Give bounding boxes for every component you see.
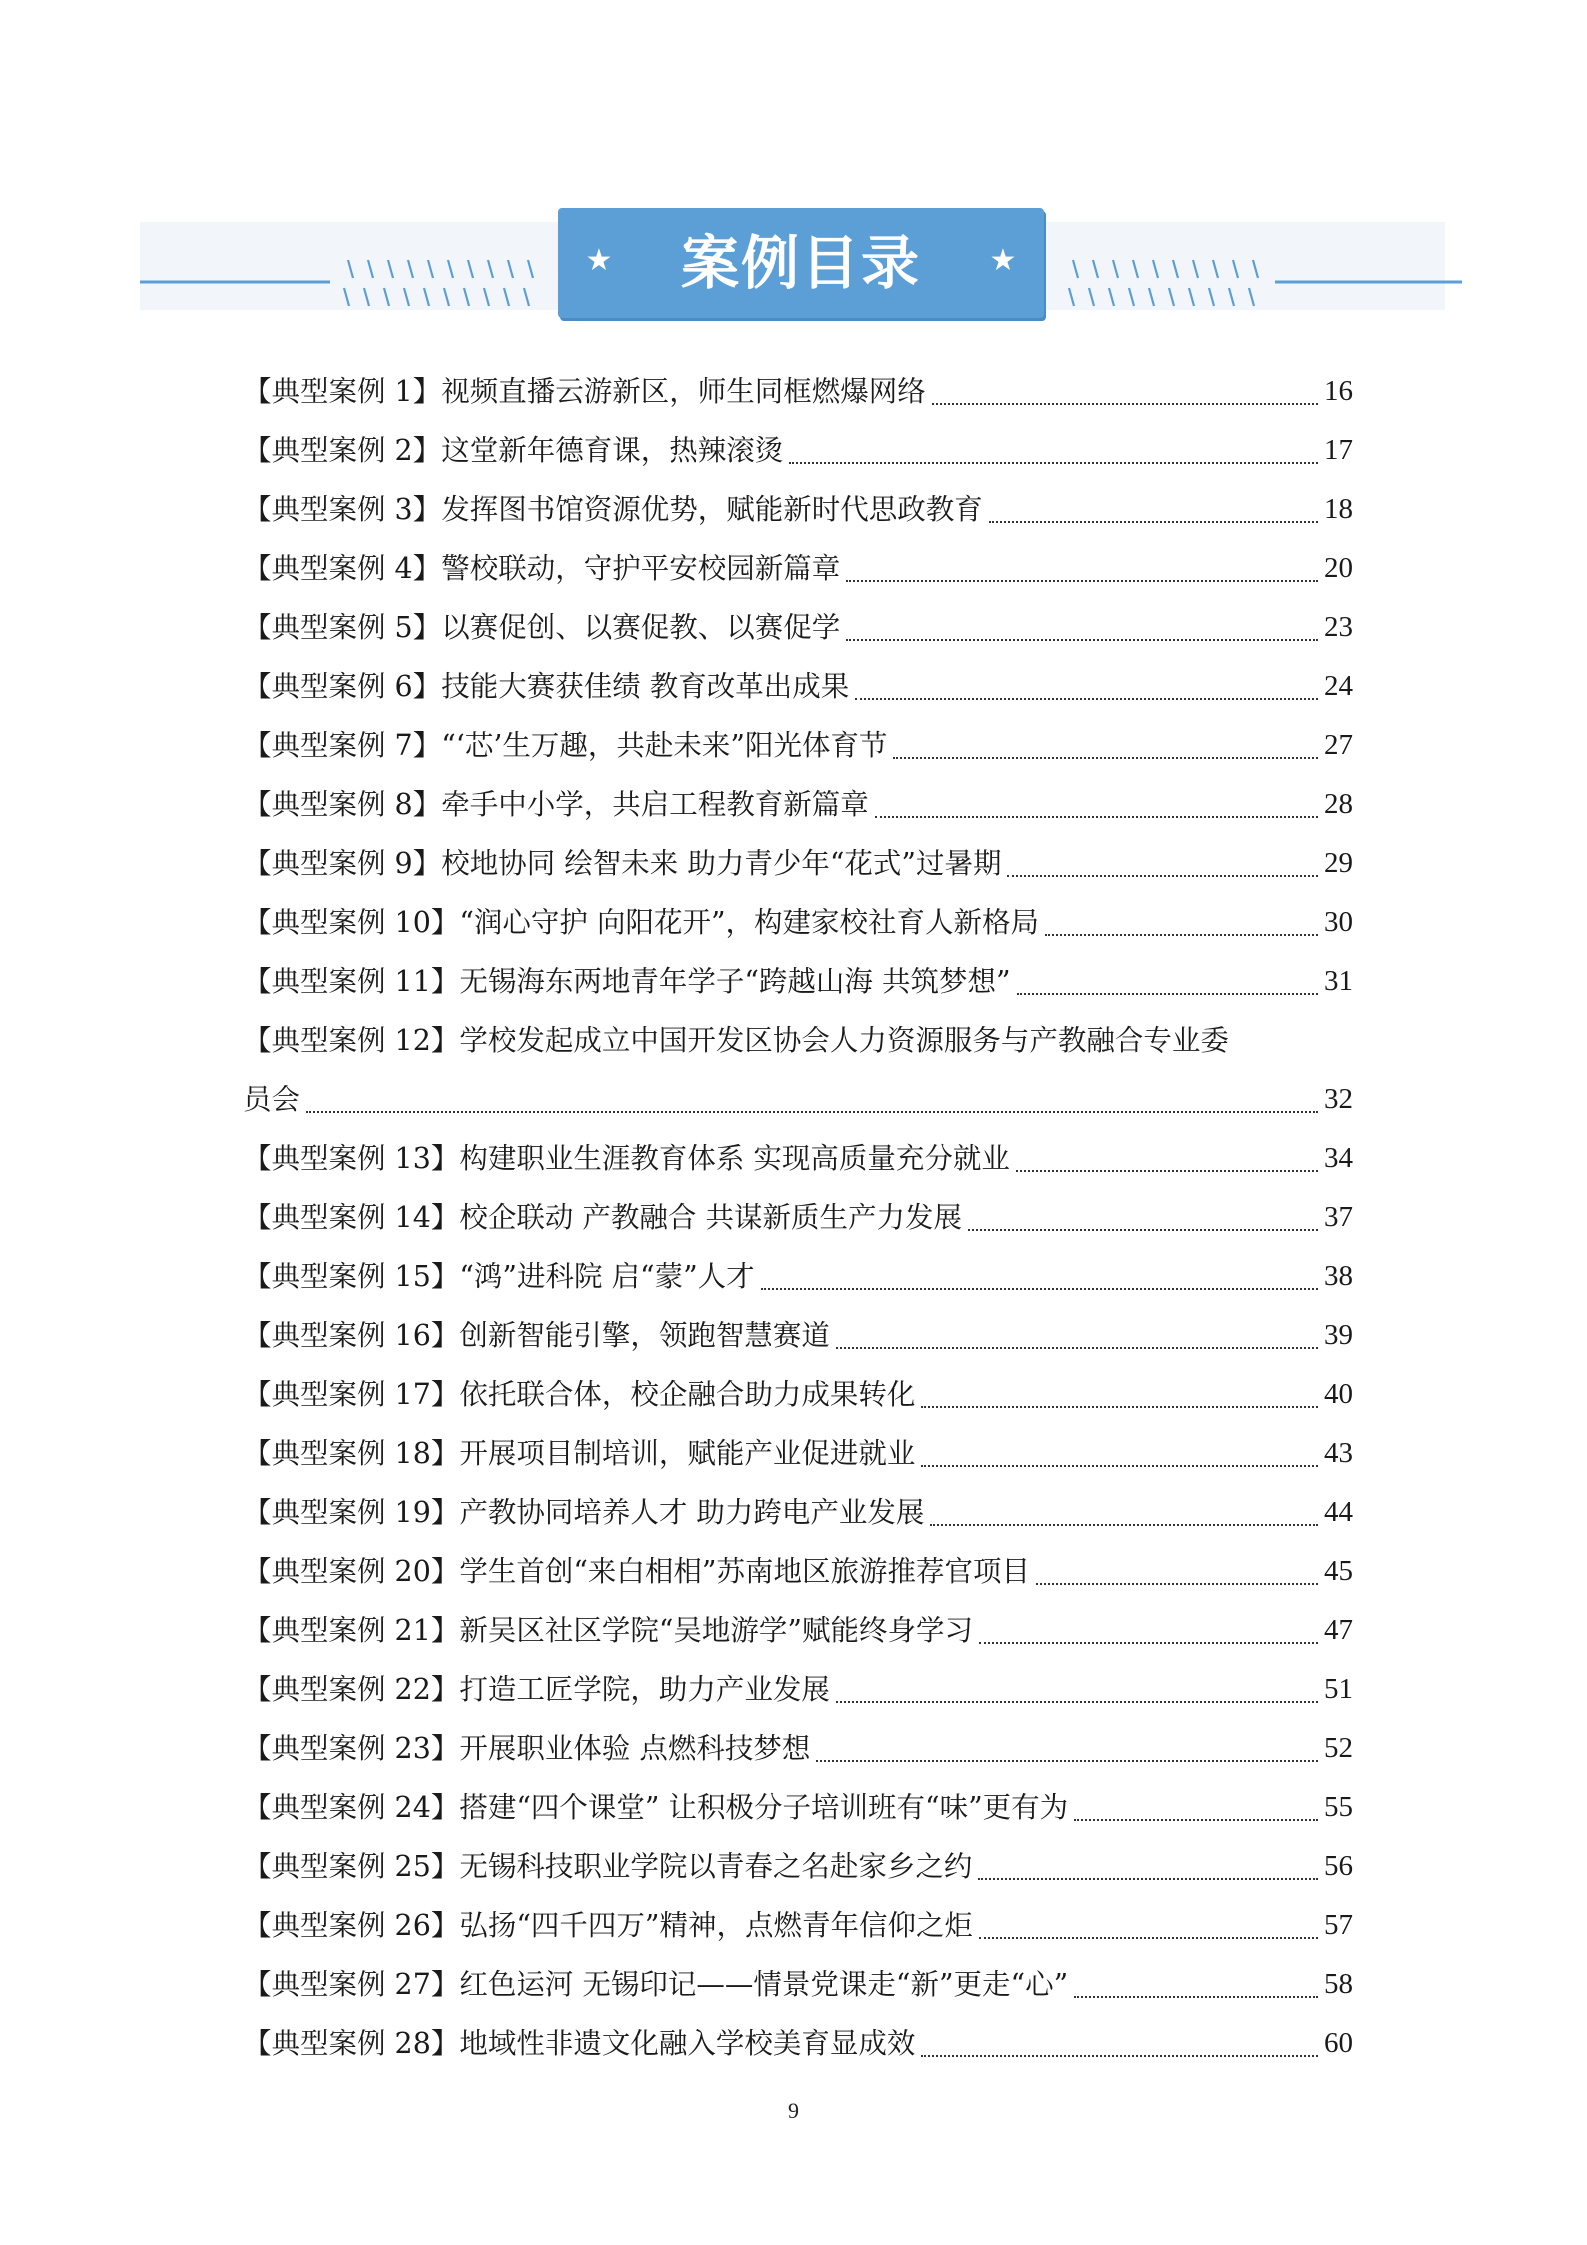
- page-number: 29: [1324, 847, 1353, 879]
- toc-entry[interactable]: [243, 716, 1353, 775]
- case-label: 【典型案例 12】: [243, 1024, 460, 1057]
- page-number: 31: [1324, 965, 1353, 997]
- page-number: 38: [1324, 1260, 1353, 1292]
- case-title: 无锡科技职业学院以青春之名赴家乡之约: [459, 1850, 973, 1883]
- case-title: “‘芯’生万趣，共赴未来”阳光体育节: [441, 729, 888, 762]
- page-number: 40: [1324, 1378, 1353, 1410]
- toc-entry[interactable]: [243, 1129, 1353, 1188]
- page-number: 51: [1324, 1673, 1353, 1705]
- case-label: 【典型案例 3】: [243, 493, 442, 526]
- case-label: 【典型案例 17】: [243, 1378, 460, 1411]
- case-label: 【典型案例 18】: [243, 1437, 460, 1470]
- case-label: 【典型案例 6】: [243, 670, 442, 703]
- case-label: 【典型案例 25】: [243, 1850, 460, 1883]
- case-label: 【典型案例 4】: [243, 552, 442, 585]
- case-title: 校地协同 绘智未来 助力青少年“花式”过暑期: [441, 847, 1002, 880]
- case-label: 【典型案例 28】: [243, 2027, 460, 2060]
- dot-leader: [875, 815, 1318, 818]
- toc-entry[interactable]: [243, 1306, 1353, 1365]
- dot-leader: [816, 1759, 1318, 1762]
- page-number: 58: [1324, 1968, 1353, 2000]
- case-title: 发挥图书馆资源优势，赋能新时代思政教育: [441, 493, 983, 526]
- dot-leader: [932, 402, 1318, 405]
- page-number: 44: [1324, 1496, 1353, 1528]
- page-number: 47: [1324, 1614, 1353, 1646]
- case-title: 开展项目制培训，赋能产业促进就业: [459, 1437, 916, 1470]
- case-title: 视频直播云游新区，师生同框燃爆网络: [441, 375, 926, 408]
- case-title: 学生首创“来白相相”苏南地区旅游推荐官项目: [459, 1555, 1030, 1588]
- toc-entry[interactable]: [243, 1896, 1353, 1955]
- dot-leader: [979, 1641, 1318, 1644]
- toc-entry[interactable]: [243, 1778, 1353, 1837]
- case-label: 【典型案例 13】: [243, 1142, 460, 1175]
- toc-entry[interactable]: [243, 598, 1353, 657]
- dot-leader: [921, 1464, 1318, 1467]
- dot-leader: [1045, 933, 1318, 936]
- toc-entry[interactable]: [243, 1247, 1353, 1306]
- toc-entry[interactable]: [243, 834, 1353, 893]
- page-number: 32: [1324, 1083, 1353, 1115]
- dot-leader: [979, 1936, 1318, 1939]
- toc-entry[interactable]: [243, 539, 1353, 598]
- case-title: 弘扬“四千四万”精神，点燃青年信仰之炬: [459, 1909, 973, 1942]
- toc-entry[interactable]: [243, 1424, 1353, 1483]
- case-label: 【典型案例 7】: [243, 729, 442, 762]
- page-number: 30: [1324, 906, 1353, 938]
- case-title: 新吴区社区学院“吴地游学”赋能终身学习: [459, 1614, 973, 1647]
- page-number: 57: [1324, 1909, 1353, 1941]
- dot-leader: [306, 1110, 1318, 1113]
- page-number: 17: [1324, 434, 1353, 466]
- case-label: 【典型案例 23】: [243, 1732, 460, 1765]
- page-number: 24: [1324, 670, 1353, 702]
- case-label: 【典型案例 20】: [243, 1555, 460, 1588]
- footer-page-number: 9: [788, 2098, 799, 2123]
- page-number: 60: [1324, 2027, 1353, 2059]
- case-title: 以赛促创、以赛促教、以赛促学: [441, 611, 841, 644]
- toc-entry[interactable]: [243, 657, 1353, 716]
- page-title: 案例目录: [680, 229, 921, 297]
- dot-leader: [1007, 874, 1318, 877]
- toc-entry[interactable]: [243, 1188, 1353, 1247]
- dot-leader: [1016, 1169, 1318, 1172]
- case-label: 【典型案例 8】: [243, 788, 442, 821]
- case-label: 【典型案例 1】: [243, 375, 442, 408]
- dot-leader: [761, 1287, 1318, 1290]
- star-icon: ★: [989, 243, 1017, 278]
- case-title: 搭建“四个课堂” 让积极分子培训班有“味”更有为: [459, 1791, 1069, 1824]
- star-icon: ★: [585, 243, 613, 278]
- toc-entry[interactable]: [243, 893, 1353, 952]
- dot-leader: [930, 1523, 1318, 1526]
- page-number: 23: [1324, 611, 1353, 643]
- table-of-contents: [243, 362, 1353, 2073]
- toc-entry[interactable]: [243, 1955, 1353, 2014]
- page-number: 43: [1324, 1437, 1353, 1469]
- case-title: 地域性非遗文化融入学校美育显成效: [459, 2027, 916, 2060]
- dot-leader: [836, 1700, 1318, 1703]
- page-number: 45: [1324, 1555, 1353, 1587]
- case-title: “润心守护 向阳花开”，构建家校社育人新格局: [459, 906, 1040, 939]
- dot-leader: [1074, 1818, 1318, 1821]
- page-number: 55: [1324, 1791, 1353, 1823]
- page-number: 27: [1324, 729, 1353, 761]
- case-label: 【典型案例 26】: [243, 1909, 460, 1942]
- case-label: 【典型案例 15】: [243, 1260, 460, 1293]
- case-title: 牵手中小学，共启工程教育新篇章: [441, 788, 869, 821]
- dot-leader: [989, 520, 1318, 523]
- dot-leader: [855, 697, 1318, 700]
- page-number: 18: [1324, 493, 1353, 525]
- toc-entry[interactable]: [243, 952, 1353, 1011]
- case-title: 警校联动，守护平安校园新篇章: [441, 552, 841, 585]
- page-number: 34: [1324, 1142, 1353, 1174]
- case-label: 【典型案例 21】: [243, 1614, 460, 1647]
- page-number: 39: [1324, 1319, 1353, 1351]
- toc-entry[interactable]: [243, 1837, 1353, 1896]
- toc-entry[interactable]: [243, 1601, 1353, 1660]
- page-number: 56: [1324, 1850, 1353, 1882]
- case-title: 依托联合体，校企融合助力成果转化: [459, 1378, 916, 1411]
- toc-entry[interactable]: [243, 421, 1353, 480]
- dot-leader: [1036, 1582, 1318, 1585]
- case-title-line-1: 学校发起成立中国开发区协会人力资源服务与产教融合专业委: [459, 1024, 1229, 1057]
- case-title-line-2: 员会: [243, 1083, 301, 1116]
- dot-leader: [846, 638, 1318, 641]
- toc-entry[interactable]: [243, 1365, 1353, 1424]
- case-label: 【典型案例 19】: [243, 1496, 460, 1529]
- case-title: “鸿”进科院 启“蒙”人才: [459, 1260, 755, 1293]
- toc-entry[interactable]: [243, 1483, 1353, 1542]
- page-number: 37: [1324, 1201, 1353, 1233]
- case-label: 【典型案例 10】: [243, 906, 460, 939]
- toc-entry[interactable]: [243, 1719, 1353, 1778]
- case-title: 打造工匠学院，助力产业发展: [459, 1673, 830, 1706]
- case-title: 红色运河 无锡印记——情景党课走“新”更走“心”: [459, 1968, 1069, 2001]
- dot-leader: [921, 1405, 1318, 1408]
- page-number: 28: [1324, 788, 1353, 820]
- dot-leader: [836, 1346, 1318, 1349]
- case-label: 【典型案例 5】: [243, 611, 442, 644]
- toc-entry[interactable]: [243, 362, 1353, 421]
- toc-entry[interactable]: [243, 480, 1353, 539]
- case-title: 构建职业生涯教育体系 实现高质量充分就业: [459, 1142, 1010, 1175]
- case-label: 【典型案例 22】: [243, 1673, 460, 1706]
- dot-leader: [921, 2054, 1318, 2057]
- title-banner: [0, 200, 1587, 325]
- dot-leader: [968, 1228, 1318, 1231]
- case-label: 【典型案例 14】: [243, 1201, 460, 1234]
- toc-entry[interactable]: [243, 775, 1353, 834]
- case-label: 【典型案例 2】: [243, 434, 442, 467]
- toc-entry[interactable]: [243, 1542, 1353, 1601]
- page-number: 20: [1324, 552, 1353, 584]
- page-number: 16: [1324, 375, 1353, 407]
- toc-entry[interactable]: [243, 1660, 1353, 1719]
- case-title: 这堂新年德育课，热辣滚烫: [441, 434, 784, 467]
- case-label: 【典型案例 9】: [243, 847, 442, 880]
- case-label: 【典型案例 24】: [243, 1791, 460, 1824]
- case-title: 技能大赛获佳绩 教育改革出成果: [441, 670, 850, 703]
- dot-leader: [978, 1877, 1318, 1880]
- case-title: 无锡海东两地青年学子“跨越山海 共筑梦想”: [459, 965, 1011, 998]
- case-title: 开展职业体验 点燃科技梦想: [459, 1732, 811, 1765]
- case-label: 【典型案例 16】: [243, 1319, 460, 1352]
- dot-leader: [846, 579, 1318, 582]
- toc-entry[interactable]: [243, 1011, 1353, 1129]
- page-number: 52: [1324, 1732, 1353, 1764]
- dot-leader: [893, 756, 1318, 759]
- case-title: 创新智能引擎，领跑智慧赛道: [459, 1319, 830, 1352]
- dot-leader: [1074, 1995, 1318, 1998]
- case-title: 校企联动 产教融合 共谋新质生产力发展: [459, 1201, 962, 1234]
- case-label: 【典型案例 11】: [243, 965, 460, 998]
- toc-entry[interactable]: [243, 2014, 1353, 2073]
- dot-leader: [789, 461, 1318, 464]
- title-box: [558, 208, 1044, 318]
- dot-leader: [1017, 992, 1318, 995]
- case-label: 【典型案例 27】: [243, 1968, 460, 2001]
- case-title: 产教协同培养人才 助力跨电产业发展: [459, 1496, 925, 1529]
